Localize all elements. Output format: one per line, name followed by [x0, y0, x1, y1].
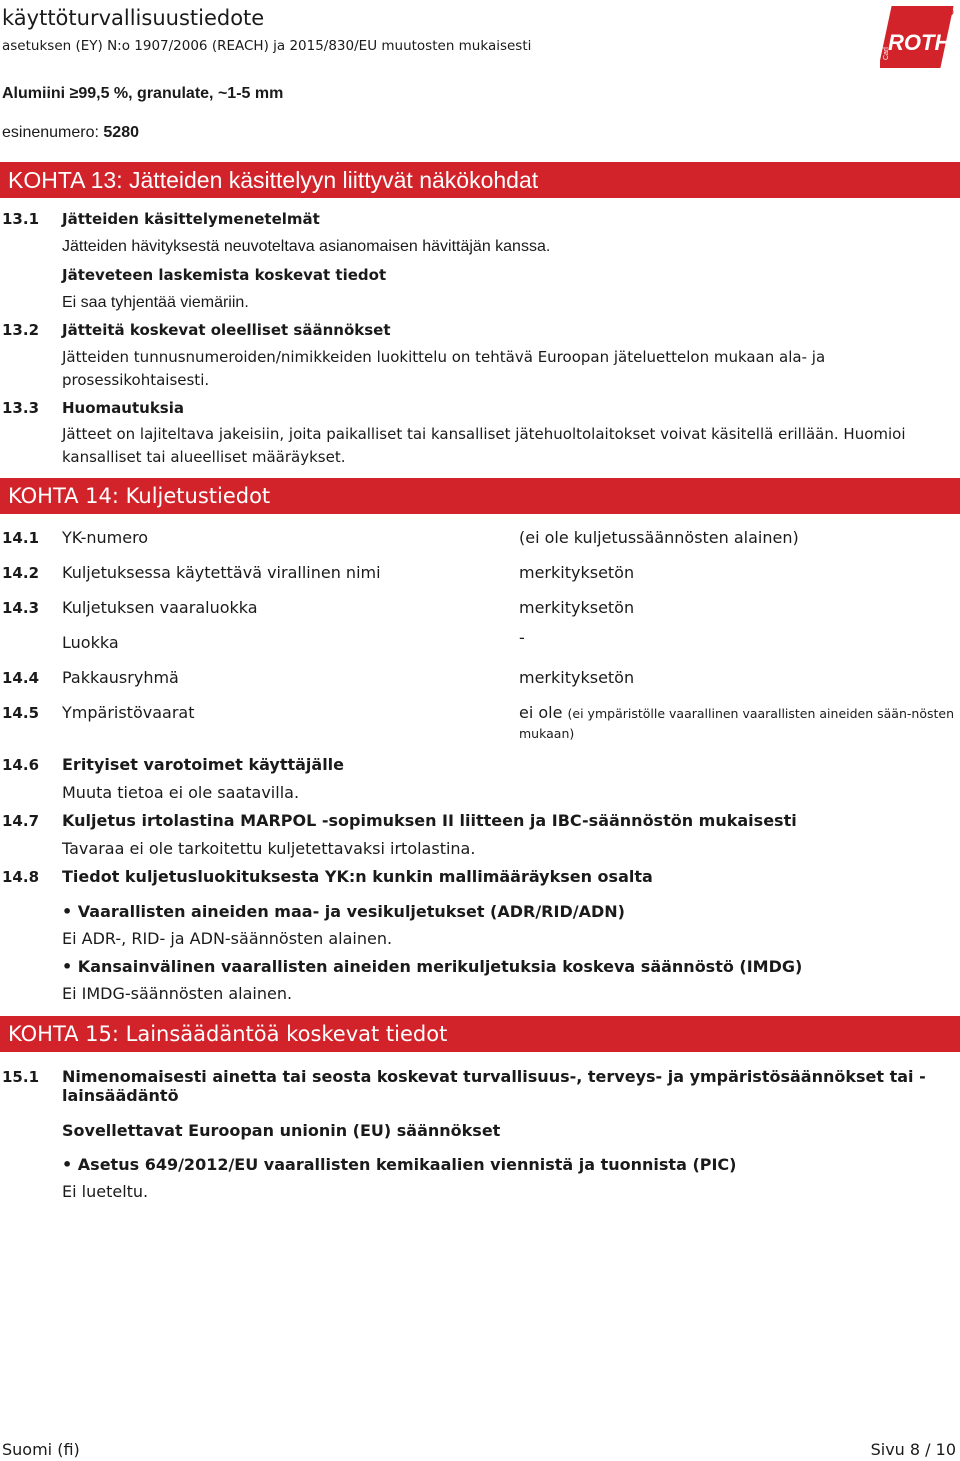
s14-env-note: (ei ympäristölle vaarallinen vaarallisten aineiden sään-nösten mukaan)	[519, 706, 954, 741]
s14-row-label: Luokka	[62, 633, 119, 652]
roth-logo	[880, 4, 956, 70]
s14-8-imdg-text: Ei IMDG-säännösten alainen.	[62, 984, 293, 1003]
s14-row-label: YK-numero	[62, 528, 149, 547]
section-15-heading: KOHTA 15: Lainsäädäntöä koskevat tiedot	[0, 1016, 960, 1052]
s14-6-text: Muuta tietoa ei ole saatavilla.	[62, 783, 300, 802]
section-14-heading: KOHTA 14: Kuljetustiedot	[0, 478, 960, 514]
s14-row-value: merkityksetön	[519, 598, 635, 617]
s15-eu-title: Sovellettavat Euroopan unionin (EU) säännökset	[62, 1121, 501, 1140]
s13-3-number: 13.3	[2, 399, 40, 417]
section-13-heading: KOHTA 13: Jätteiden käsittelyyn liittyvät näkökohdat	[0, 162, 960, 198]
s13-1-subtext: Ei saa tyhjentää viemäriin.	[62, 294, 249, 311]
s13-1-title: Jätteiden käsittelymenetelmät	[62, 210, 320, 228]
s14-8-adr-text: Ei ADR-, RID- ja ADN-säännösten alainen.	[62, 929, 393, 948]
article-label: esinenumero:	[2, 124, 99, 141]
s14-row-value: -	[519, 628, 525, 647]
s13-3-text: Jätteet on lajiteltava jakeisiin, joita paikalliset tai kansalliset jätehuoltolaitokset voivat käsitellä erillään. Huomioi kansalliset tai alueelliset määräykset.	[62, 425, 906, 466]
s14-env-value	[519, 703, 957, 743]
s14-row-label: Ympäristövaarat	[62, 703, 195, 722]
s14-row-number: 14.2	[2, 564, 40, 582]
s14-row-number: 14.4	[2, 669, 40, 687]
s13-2-number: 13.2	[2, 321, 40, 339]
s15-1-number: 15.1	[2, 1068, 40, 1086]
s14-row-number: 14.1	[2, 529, 40, 547]
s13-3-title: Huomautuksia	[62, 399, 184, 417]
s13-1-number: 13.1	[2, 210, 40, 228]
s14-row-label: Pakkausryhmä	[62, 668, 179, 687]
product-name: Alumiini ≥99,5 %, granulate, ~1-5 mm	[2, 85, 284, 102]
s14-row-label: Kuljetuksessa käytettävä virallinen nimi	[62, 563, 381, 582]
article-number: 5280	[103, 124, 139, 141]
s14-7-number: 14.7	[2, 812, 40, 830]
s14-row-label: Kuljetuksen vaaraluokka	[62, 598, 258, 617]
s13-2-text: Jätteiden tunnusnumeroiden/nimikkeiden luokittelu on tehtävä Euroopan jäteluettelon mukaan ala- ja prosessikohtaisesti.	[62, 348, 826, 389]
s14-8-title: Tiedot kuljetusluokituksesta YK:n kunkin mallimääräyksen osalta	[62, 867, 653, 886]
s15-bullet-pic: • Asetus 649/2012/EU vaarallisten kemikaalien viennistä ja tuonnista (PIC)	[62, 1155, 737, 1174]
article-number-line	[2, 124, 139, 142]
logo-text: ROTH	[888, 30, 951, 55]
s14-row-value: (ei ole kuljetussäännösten alainen)	[519, 528, 799, 547]
s13-2-title: Jätteitä koskevat oleelliset säännökset	[62, 321, 391, 339]
footer-language: Suomi (fi)	[2, 1440, 80, 1459]
s15-pic-text: Ei lueteltu.	[62, 1182, 149, 1201]
logo-side-text: Carl	[883, 47, 890, 60]
s14-7-title: Kuljetus irtolastina MARPOL -sopimuksen II liitteen ja IBC-säännöstön mukaisesti	[62, 811, 797, 830]
s14-row-value: merkityksetön	[519, 668, 635, 687]
s14-8-number: 14.8	[2, 868, 40, 886]
s14-6-title: Erityiset varotoimet käyttäjälle	[62, 755, 345, 774]
s14-row-number: 14.5	[2, 704, 40, 722]
s14-row-value: ei ole	[519, 703, 563, 722]
s14-row-value: merkityksetön	[519, 563, 635, 582]
s14-row-number: 14.3	[2, 599, 40, 617]
s14-8-bullet-imdg: • Kansainvälinen vaarallisten aineiden merikuljetuksia koskeva säännöstö (IMDG)	[62, 957, 803, 976]
document-subtitle: asetuksen (EY) N:o 1907/2006 (REACH) ja 2015/830/EU muutosten mukaisesti	[2, 38, 532, 54]
s14-6-number: 14.6	[2, 756, 40, 774]
s13-1-text: Jätteiden hävityksestä neuvoteltava asianomaisen hävittäjän kanssa.	[62, 238, 551, 255]
s13-1-subtitle: Jäteveteen laskemista koskevat tiedot	[62, 266, 387, 284]
s14-7-text: Tavaraa ei ole tarkoitettu kuljetettavaksi irtolastina.	[62, 839, 476, 858]
footer-page-number: Sivu 8 / 10	[870, 1440, 956, 1459]
s15-1-title: Nimenomaisesti ainetta tai seosta koskevat turvallisuus-, terveys- ja ympäristösäännökset tai -lainsäädäntö	[62, 1067, 926, 1105]
s14-8-bullet-adr: • Vaarallisten aineiden maa- ja vesikuljetukset (ADR/RID/ADN)	[62, 902, 625, 921]
document-title: käyttöturvallisuustiedote	[2, 6, 265, 30]
